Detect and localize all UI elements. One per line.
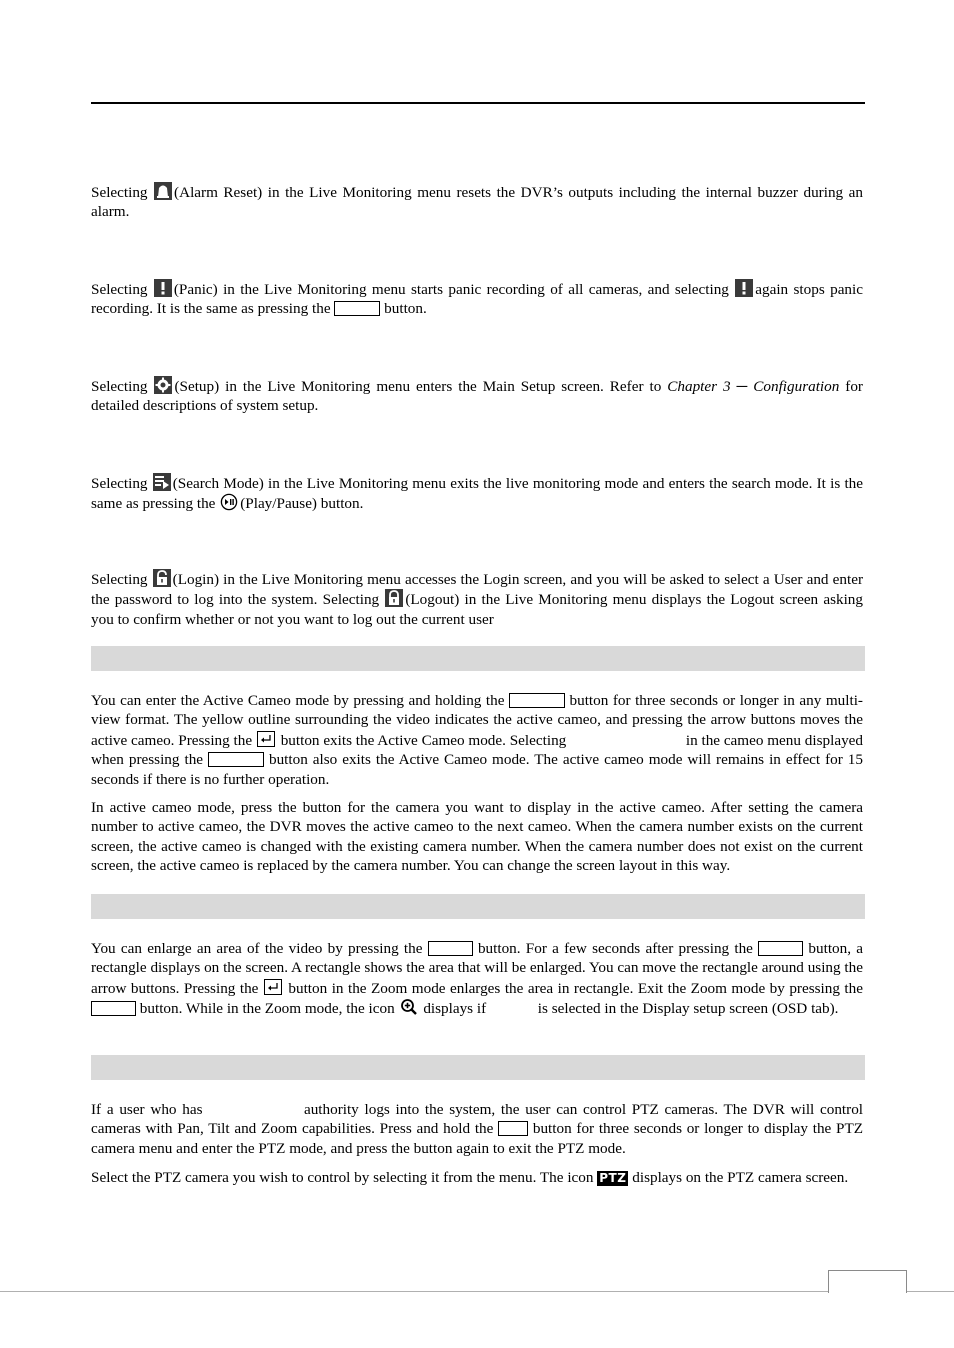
page-number-tab [828,1270,907,1293]
cameo-button-box [208,752,264,767]
header-rule [91,102,865,104]
panic-button-box [334,301,380,316]
zoom-button-box [758,941,803,956]
logout-icon [385,589,403,607]
panic-paragraph: Selecting (Panic) in the Live Monitoring menu starts panic recording of all cameras, and selecting again stops panic recording. It is the same as pressing the button. [91,281,863,318]
zoom-button-box [91,1001,136,1016]
zoom-in-icon [400,998,418,1016]
zoom-button-box [428,941,473,956]
ptz-paragraph-1: If a user who has authority logs into the system, the user can control PTZ cameras. The DVR will control cameras with Pan, Tilt and Zoom capabilities. Press and hold the button for three seconds or longer to display the PTZ camera menu and enter the PTZ mode, and press the button again to exit the PTZ mode. [91,1101,864,1157]
ptz-heading-bar [91,1055,865,1080]
alarm-reset-icon [154,182,172,200]
zoom-paragraph: You can enlarge an area of the video by pressing the button. For a few seconds after pressing the button, a rectangle displays on the screen. A rectangle shows the area that will be enlarged. You can move the rectangle around using the arrow buttons. Pressing the button in the Zoom mode enlarges the area in rectangle. Exit the Zoom mode by pressing the button. While in the Zoom mode, the icon displays if is selected in the Display setup screen (OSD tab). [91,940,864,1018]
login-paragraph: Selecting (Login) in the Live Monitoring menu accesses the Login screen, and you will be asked to select a User and enter the password to log into the system. Selecting (Logout) in the Live Monitoring menu displays the Logout screen asking you to confirm whether or not you want to log out the current user [91,571,863,628]
active-cameo-paragraph-1: You can enter the Active Cameo mode by pressing and holding the button for three seconds or longer in any multi-view format. The yellow outline surrounding the video indicates the active cameo, and pressing the arrow buttons moves the active cameo. Pressing the button exits the Active Cameo mode. Selecting in the cameo menu displayed when pressing the button also exits the Active Cameo mode. The active cameo mode will remains in effect for 15 seconds if there is no further operation. [91,692,863,788]
chapter-reference: Chapter 3 [667,378,731,395]
zoom-heading-bar [91,894,865,919]
setup-paragraph: Selecting (Setup) in the Live Monitoring menu enters the Main Setup screen. Refer to Chapter 3 ─ Configuration for detailed descriptions of system setup. [91,378,863,415]
active-cameo-paragraph-2: In active cameo mode, press the button for the camera you want to display in the active cameo. After setting the camera number to active cameo, the DVR moves the active cameo to the next cameo. When the camera number exists on the current screen, the active cameo is changed with the existing camera number. When the camera number does not exist on the current screen, the active cameo is replaced by the camera number. You can change the screen layout in this way. [91,799,863,875]
search-mode-icon [153,473,171,491]
login-icon [153,569,171,587]
enter-icon [264,978,282,996]
active-cameo-heading-bar [91,646,865,671]
play-pause-icon [220,493,238,511]
alarm-reset-paragraph: Selecting (Alarm Reset) in the Live Monitoring menu resets the DVR’s outputs including the internal buzzer during an alarm. [91,184,864,221]
panic-icon [154,279,172,297]
ptz-button-box [498,1121,528,1136]
enter-icon [257,730,275,748]
ptz-paragraph-2: Select the PTZ camera you wish to control by selecting it from the menu. The icon PTZ displays on the PTZ camera screen. [91,1169,849,1186]
cameo-button-box [509,693,565,708]
panic-icon [735,279,753,297]
ptz-badge-icon: PTZ [599,1171,627,1185]
configuration-reference: Configuration [753,378,840,395]
search-mode-paragraph: Selecting (Search Mode) in the Live Monitoring menu exits the live monitoring mode and enters the search mode. It is the same as pressing the (Play/Pause) button. [91,475,864,513]
footer-rule [0,1291,954,1292]
setup-icon [154,376,172,394]
